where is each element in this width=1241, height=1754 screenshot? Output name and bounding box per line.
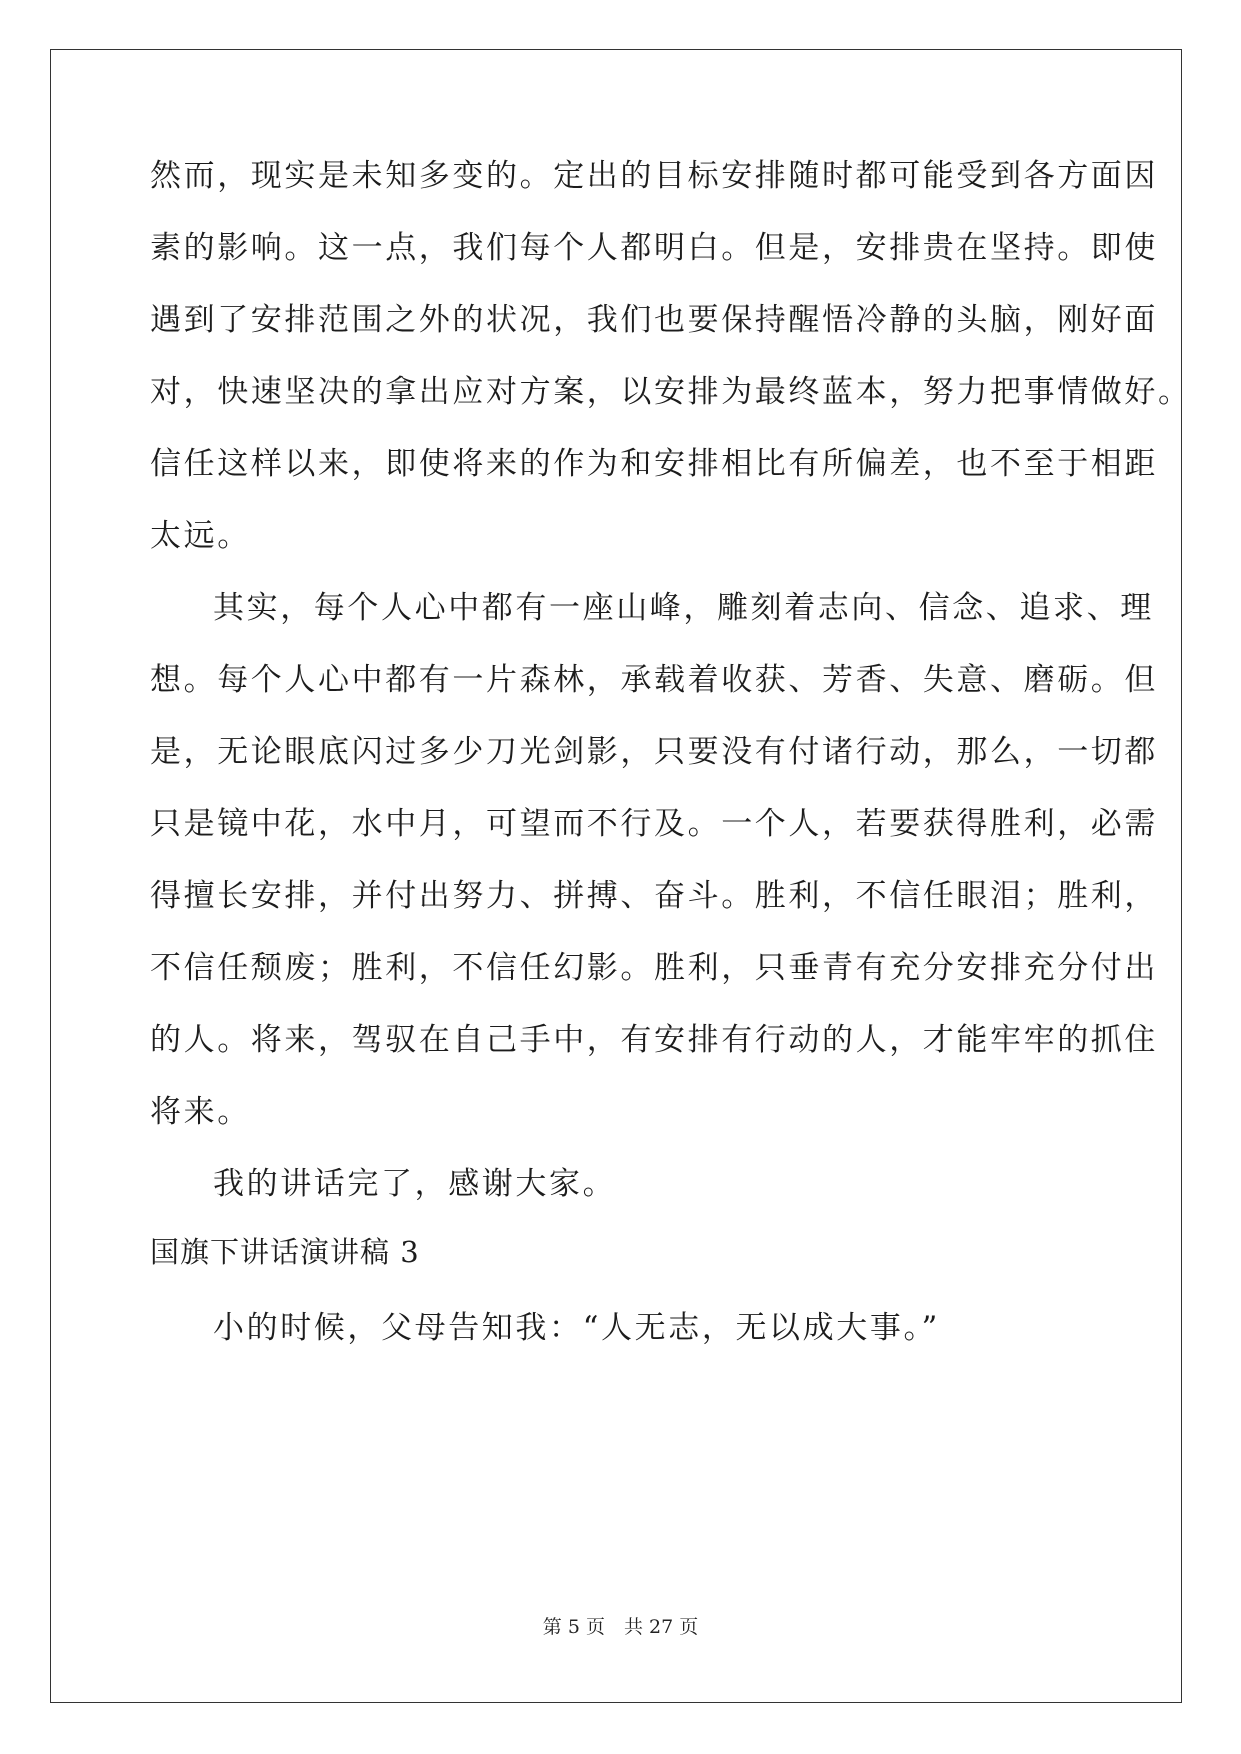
page-number-footer: 第 5 页 共 27 页 bbox=[542, 1616, 699, 1638]
paragraph-1-line-1: 然而，现实是未知多变的。定出的目标安排随时都可能受到各方面因 bbox=[150, 158, 1158, 194]
paragraph-1-line-2: 素的影响。这一点，我们每个人都明白。但是，安排贵在坚持。即使 bbox=[150, 230, 1158, 266]
paragraph-2-line-2: 想。每个人心中都有一片森林，承载着收获、芳香、失意、磨砺。但 bbox=[150, 662, 1158, 698]
paragraph-2-line-7: 的人。将来，驾驭在自己手中，有安排有行动的人，才能牢牢的抓住 bbox=[150, 1022, 1158, 1058]
paragraph-2-line-4: 只是镜中花，水中月，可望而不行及。一个人，若要获得胜利，必需 bbox=[150, 806, 1158, 842]
paragraph-1-line-4: 对，快速坚决的拿出应对方案，以安排为最终蓝本，努力把事情做好。 bbox=[150, 374, 1192, 410]
paragraph-2-line-5: 得擅长安排，并付出努力、拼搏、奋斗。胜利，不信任眼泪；胜利， bbox=[150, 878, 1158, 914]
paragraph-1-line-5: 信任这样以来，即使将来的作为和安排相比有所偏差，也不至于相距 bbox=[150, 446, 1158, 482]
paragraph-2-line-1: 其实，每个人心中都有一座山峰，雕刻着志向、信念、追求、理 bbox=[213, 590, 1154, 626]
section-heading: 国旗下讲话演讲稿 3 bbox=[150, 1235, 420, 1269]
paragraph-2-line-8: 将来。 bbox=[150, 1094, 251, 1130]
paragraph-3-line-1: 我的讲话完了，感谢大家。 bbox=[213, 1166, 617, 1202]
paragraph-2-line-3: 是，无论眼底闪过多少刀光剑影，只要没有付诸行动，那么，一切都 bbox=[150, 734, 1158, 770]
paragraph-1-line-3: 遇到了安排范围之外的状况，我们也要保持醒悟冷静的头脑，刚好面 bbox=[150, 302, 1158, 338]
paragraph-1-line-6: 太远。 bbox=[150, 518, 251, 554]
paragraph-4-line-1: 小的时候，父母告知我：“人无志，无以成大事。” bbox=[213, 1310, 940, 1346]
paragraph-2-line-6: 不信任颓废；胜利，不信任幻影。胜利，只垂青有充分安排充分付出 bbox=[150, 950, 1158, 986]
